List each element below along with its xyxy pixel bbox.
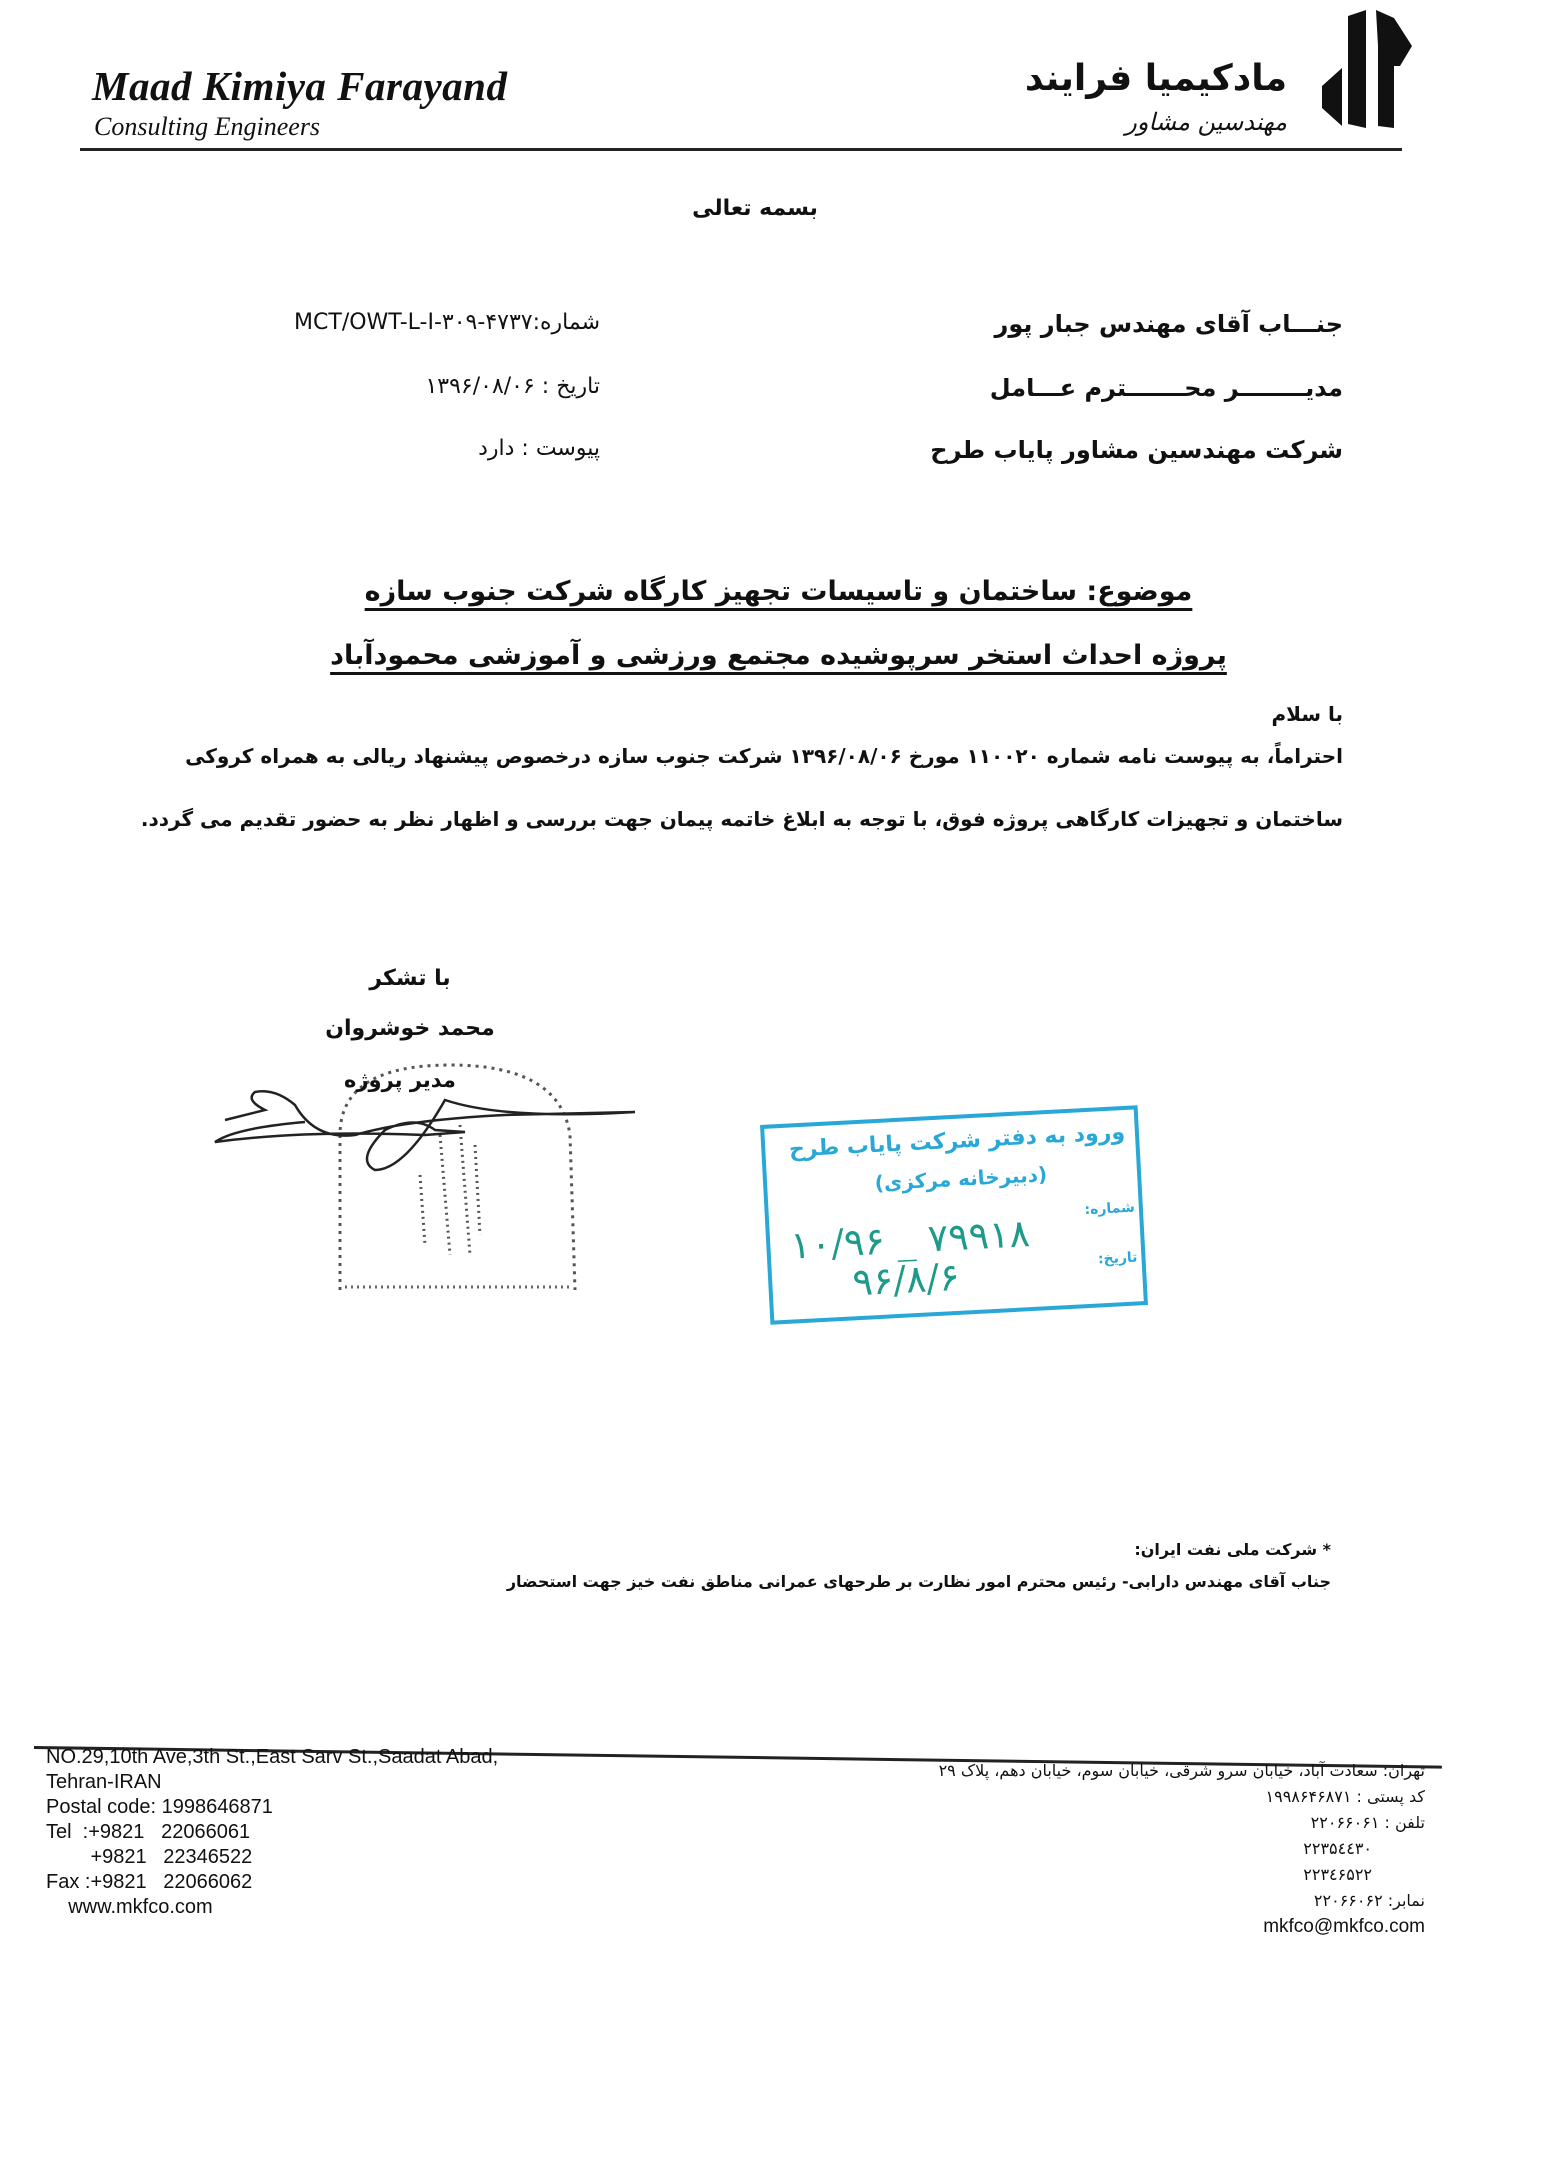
stamp-number: ۱۰/۹۶ _ ۷۹۹۱۸ [789,1211,1031,1268]
recipient-title: مدیــــــــر محـــــــترم عـــامل [989,374,1343,402]
footer-email[interactable]: mkfco@mkfco.com [1263,1916,1425,1937]
signer-name: محمد خوشروان [325,1016,495,1041]
body-line-2: ساختمان و تجهیزات کارگاهی پروژه فوق، با توجه به ابلاغ خاتمه پیمان جهت بررسی و اظهار نظر به حضور تقدیم می گردد. [140,807,1343,831]
cc-recipient: جناب آقای مهندس دارابی- رئیس محترم امور نظارت بر طرحهای عمرانی مناطق نفت خیز جهت استحضار [506,1572,1331,1591]
letter-attachment: پیوست : دارد [478,436,600,461]
footer-fax: Fax :+9821 22066062 [46,1871,253,1893]
letter-number: شماره:۴۷۳۷-MCT/OWT-L-I-۳۰۹ [294,310,600,335]
recipient-name: جنـــاب آقای مهندس جبار پور [994,310,1343,338]
company-logo-icon [1320,6,1430,136]
company-subtitle-fa: مهندسین مشاور [1125,108,1287,136]
footer-tel-fa-2: ۲۲۳۵٤٤۳۰ [1303,1839,1372,1858]
subject-line-2: پروژه احداث استخر سرپوشیده مجتمع ورزشی و آموزشی محمودآباد [330,640,1227,671]
footer-address-fa: تهران: سعادت آباد، خیابان سرو شرقی، خیابان سوم، خیابان دهم، پلاک ۲۹ [938,1761,1425,1780]
footer-fax-fa: نمابر: ۲۲۰۶۶۰۶۲ [1313,1891,1425,1910]
footer-tel-fa-1: تلفن : ۲۲۰۶۶۰۶۱ [1310,1813,1425,1832]
header-divider [80,148,1402,151]
stamp-date-label: تاریخ: [1097,1249,1138,1268]
recipient-company: شرکت مهندسین مشاور پایاب طرح [930,436,1343,464]
signature-icon [205,1060,645,1180]
footer-postal: Postal code: 1998646871 [46,1796,273,1818]
signer-role: مدیر پروژه [344,1068,456,1092]
body-line-1: احتراماً، به پیوست نامه شماره ۱۱۰۰۲۰ مورخ ۱۳۹۶/۰۸/۰۶ شرکت جنوب سازه درخصوص پیشنهاد ریالی به همراه کروکی [185,744,1343,768]
footer-tel-1: Tel :+9821 22066061 [46,1821,251,1843]
footer-postal-fa: کد پستی : ۱۹۹۸۶۴۶۸۷۱ [1265,1787,1425,1806]
bismillah-heading: بسمه تعالی [692,196,818,221]
footer-address-1: NO.29,10th Ave,3th St.,East Sarv St.,Saadat Abad, [46,1746,499,1768]
company-name-en: Maad Kimiya Farayand [92,63,508,109]
received-stamp [760,1105,1148,1325]
stamp-date: ۹۶/۸/۶ [851,1254,961,1305]
footer-address-2: Tehran-IRAN [46,1771,162,1793]
letter-date: تاریخ : ۱۳۹۶/۰۸/۰۶ [425,374,600,399]
company-subtitle-en: Consulting Engineers [94,112,321,141]
cc-organization: * شرکت ملی نفت ایران: [1134,1540,1331,1559]
closing: با تشکر [369,966,451,991]
footer-website[interactable]: www.mkfco.com [46,1896,213,1918]
footer-tel-fa-3: ۲۲۳٤۶۵۲۲ [1303,1865,1372,1884]
subject-line-1: موضوع: ساختمان و تاسیسات تجهیز کارگاه شرکت جنوب سازه [364,576,1193,607]
footer-tel-2: +9821 22346522 [46,1846,253,1868]
stamp-number-label: شماره: [1084,1199,1136,1219]
stamp-subtitle: (دبیرخانه مرکزی) [874,1162,1048,1196]
stamp-title: ورود به دفتر شرکت پایاب طرح [788,1119,1126,1163]
company-name-fa: مادکیمیا فرایند [1024,58,1287,99]
greeting: با سلام [1271,702,1343,726]
